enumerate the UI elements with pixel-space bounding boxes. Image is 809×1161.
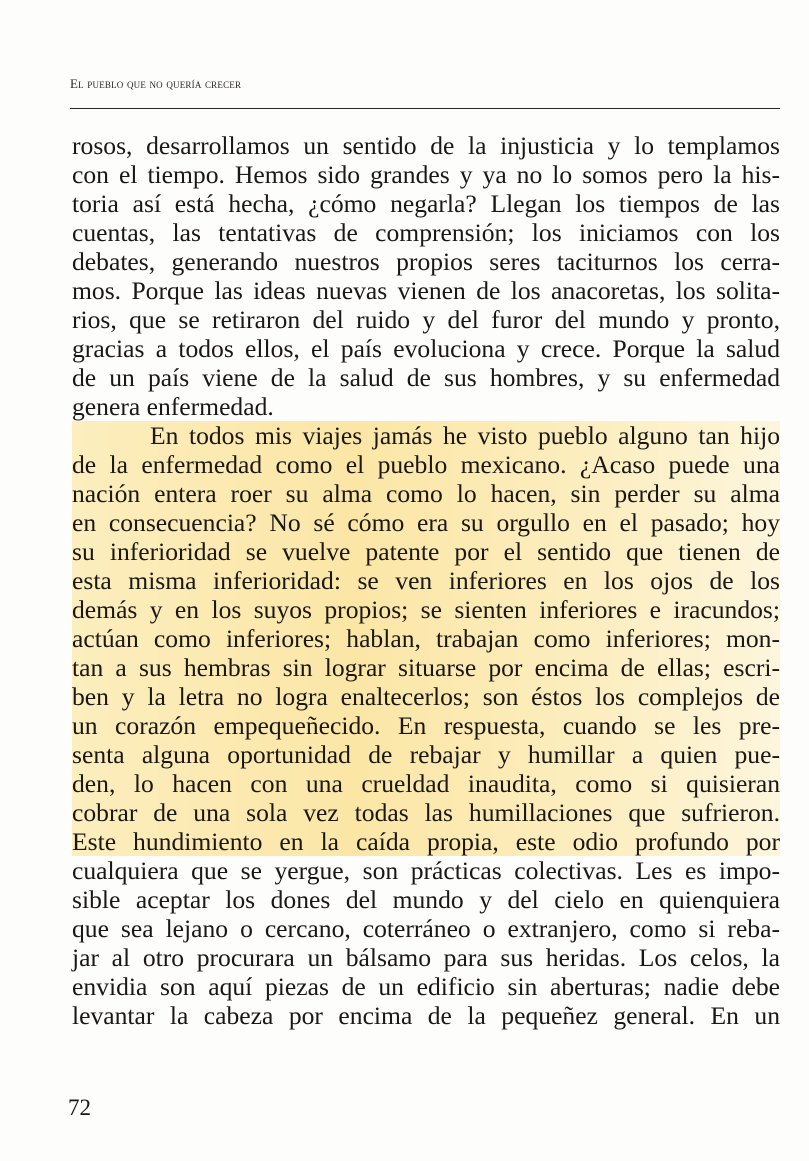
highlighted-line: de la enfermedad como el pueblo mexicano. ¿Acaso puede una: [72, 450, 780, 479]
highlighted-line: den, lo hacen con una crueldad inaudita, como si quisieran: [72, 769, 780, 798]
highlighted-line: tan a sus hembras sin lograr situarse por encima de ellas; escri-: [72, 653, 780, 682]
highlighted-line: nación entera roer su alma como lo hacen, sin perder su alma: [72, 479, 780, 508]
text-line: rosos, desarrollamos un sentido de la injusticia y lo templamos: [72, 131, 780, 160]
highlighted-line: Este hundimiento en la caída propia, este odio profundo por: [72, 827, 780, 856]
text-line: levantar la cabeza por encima de la pequeñez general. En un: [72, 1001, 780, 1030]
text-line: sible aceptar los dones del mundo y del cielo en quienquiera: [72, 885, 780, 914]
running-header: El pueblo que no quería crecer: [70, 76, 242, 91]
highlighted-line: un corazón empequeñecido. En respuesta, cuando se les pre-: [72, 711, 780, 740]
highlighted-line: actúan como inferiores; hablan, trabajan como inferiores; mon-: [72, 624, 780, 653]
highlighted-line: en consecuencia? No sé cómo era su orgullo en el pasado; hoy: [72, 508, 780, 537]
body-text: [72, 131, 780, 1030]
highlighted-line: senta alguna oportunidad de rebajar y humillar a quien pue-: [72, 740, 780, 769]
text-line: de un país viene de la salud de sus hombres, y su enfermedad: [72, 363, 780, 392]
text-line: envidia son aquí piezas de un edificio sin aberturas; nadie debe: [72, 972, 780, 1001]
text-line: rios, que se retiraron del ruido y del furor del mundo y pronto,: [72, 305, 780, 334]
page-number: 72: [68, 1095, 91, 1120]
highlighted-line: esta misma inferioridad: se ven inferiores en los ojos de los: [72, 566, 780, 595]
text-line: jar al otro procurara un bálsamo para sus heridas. Los celos, la: [72, 943, 780, 972]
text-line: genera enfermedad.: [72, 392, 274, 421]
text-line: debates, generando nuestros propios seres taciturnos los cerra-: [72, 247, 780, 276]
highlighted-line: En todos mis viajes jamás he visto pueblo alguno tan hijo: [72, 421, 780, 450]
highlighted-line: cobrar de una sola vez todas las humillaciones que sufrieron.: [72, 798, 780, 827]
text-line: con el tiempo. Hemos sido grandes y ya no lo somos pero la his-: [72, 160, 780, 189]
highlighted-line: ben y la letra no logra enaltecerlos; son éstos los complejos de: [72, 682, 780, 711]
highlighted-line: su inferioridad se vuelve patente por el sentido que tienen de: [72, 537, 780, 566]
highlighted-line: demás y en los suyos propios; se sienten inferiores e iracundos;: [72, 595, 780, 624]
text-line: cualquiera que se yergue, son prácticas colectivas. Les es impo-: [72, 856, 780, 885]
text-line: cuentas, las tentativas de comprensión; los iniciamos con los: [72, 218, 780, 247]
text-line: gracias a todos ellos, el país evoluciona y crece. Porque la salud: [72, 334, 780, 363]
text-line: mos. Porque las ideas nuevas vienen de los anacoretas, los solita-: [72, 276, 780, 305]
header-rule: [70, 108, 780, 109]
text-line: toria así está hecha, ¿cómo negarla? Llegan los tiempos de las: [72, 189, 780, 218]
text-line: que sea lejano o cercano, coterráneo o extranjero, como si reba-: [72, 914, 780, 943]
